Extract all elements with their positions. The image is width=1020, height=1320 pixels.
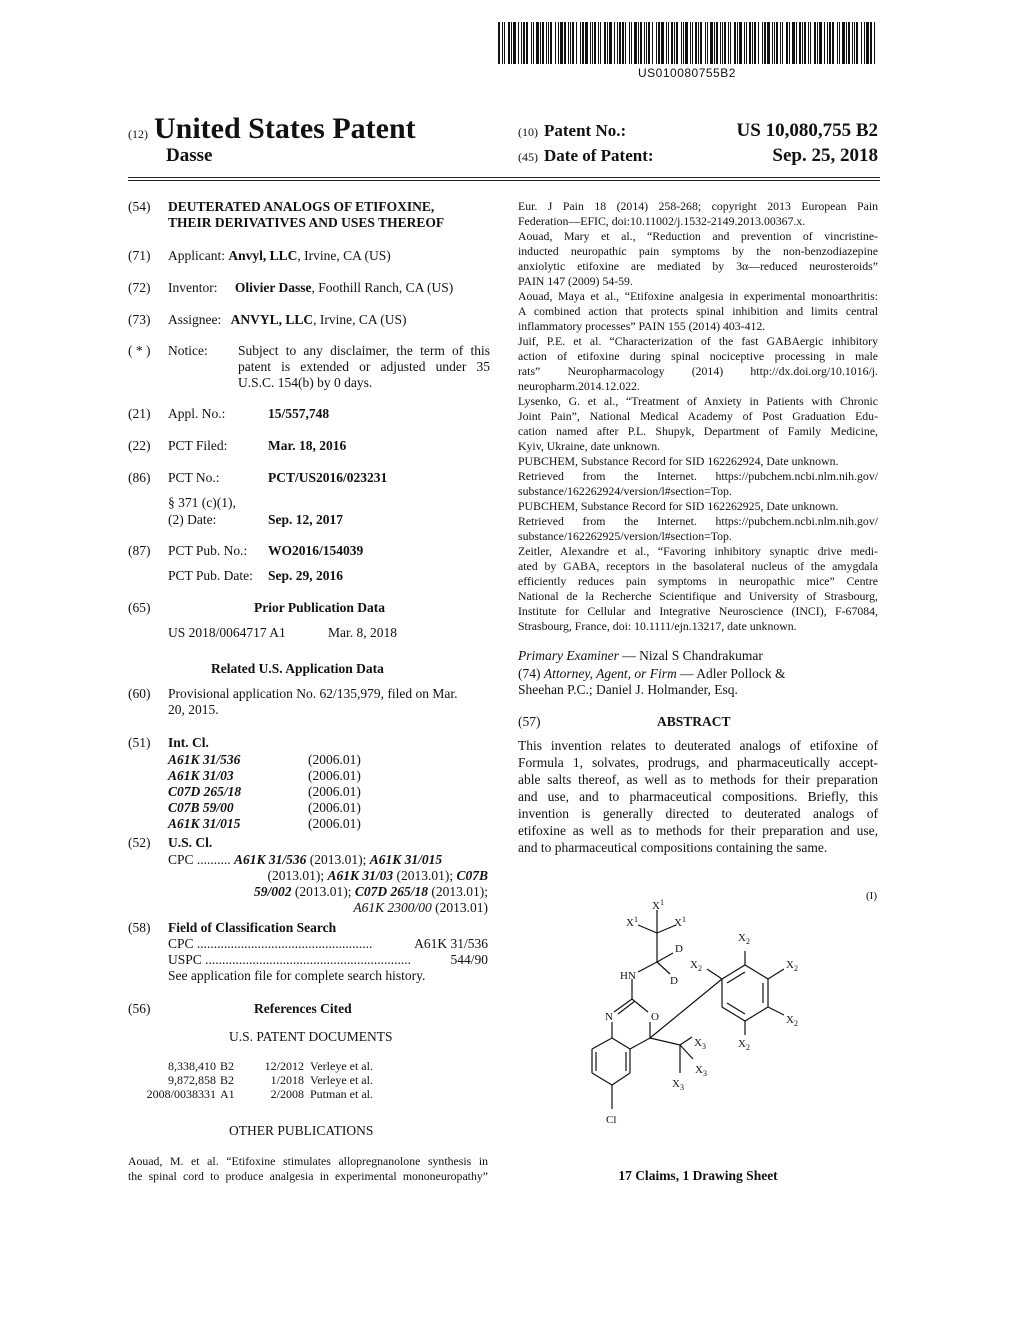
svg-text:X1: $X^1$ xyxy=(674,915,686,929)
patent-number: US 10,080,755 B2 xyxy=(736,120,878,141)
reference-line: Juif, P.E. et al. “Characterization of the fast GABAergic inhibitory xyxy=(518,334,878,348)
reference-line: ated by GABA, receptors in the basolateral nucleus of the amygdala xyxy=(518,559,878,573)
barcode-bar xyxy=(640,22,642,64)
other-pubs: Aouad, M. et al. “Etifoxine stimulates allopregnanolone synthesis in the spinal cord to produce analgesia in experimental mononeuropathy” xyxy=(128,1154,488,1183)
patent-number-row: (10) Patent No.: US 10,080,755 B2 xyxy=(518,120,878,141)
abstract-line: and to pharmaceutical compositions containing the same. xyxy=(518,840,828,855)
barcode-bar xyxy=(786,22,788,64)
barcode-bar xyxy=(861,22,862,64)
barcode-bar xyxy=(625,22,626,64)
barcode-bar xyxy=(817,22,818,64)
barcode-bar xyxy=(698,22,699,64)
svg-text:O: O xyxy=(651,1011,659,1023)
us-cl-label: U.S. Cl. xyxy=(168,835,213,850)
assignee: Assignee: ANVYL, LLC, Irvine, CA (US) xyxy=(168,312,407,327)
primary-examiner: Primary Examiner — Nizal S Chandrakumar xyxy=(518,648,763,663)
barcode-bar xyxy=(792,22,795,64)
barcode-bar xyxy=(832,22,834,64)
reference-line: PUBCHEM, Substance Record for SID 162262925, Date unknown. xyxy=(518,499,839,513)
field-heading: Field of Classification Search xyxy=(168,920,337,935)
reference-line: Retrieved from the Internet. https://pubchem.ncbi.nlm.nih.gov/ xyxy=(518,469,878,483)
barcode-bar xyxy=(590,22,591,64)
svg-text:X2: $X_2$ xyxy=(786,959,798,973)
barcode-bar xyxy=(810,22,811,64)
barcode-bar xyxy=(656,22,657,64)
barcode-bar xyxy=(513,22,516,64)
claims-summary: 17 Claims, 1 Drawing Sheet xyxy=(618,1168,778,1183)
related-heading: Related U.S. Application Data xyxy=(211,661,384,676)
barcode-bar xyxy=(774,22,775,64)
patent-date: Sep. 25, 2018 xyxy=(772,145,878,166)
barcode-bar xyxy=(671,22,673,64)
abstract-heading: ABSTRACT xyxy=(657,714,731,729)
barcode-bar xyxy=(700,22,702,64)
barcode-bar xyxy=(685,22,688,64)
barcode-bar xyxy=(550,22,552,64)
abstract-line: invention is generally directed to deuterated analogs of xyxy=(518,806,878,821)
barcode-bar xyxy=(629,22,630,64)
barcode-bar xyxy=(600,22,601,64)
barcode-bar xyxy=(619,22,621,64)
abstract-line: and use, and to pharmaceutical compositions. Briefly, this xyxy=(518,789,878,804)
barcode-bar xyxy=(767,22,770,64)
cpc-classification: CPC .......... A61K 31/536 (2013.01); A61K 31/015 (2013.01); A61K 31/03 (2013.01); C07B 59/002 (2013.01); C07D 265/18 (2013.01); A61K 2300/00 (2013.01) xyxy=(168,852,488,915)
barcode-bar xyxy=(739,22,742,64)
barcode-bar xyxy=(752,22,753,64)
patent-no-label: Patent No.: xyxy=(544,121,627,140)
structure-bonds xyxy=(592,910,784,1109)
barcode-bar xyxy=(796,22,797,64)
svg-text:Cl: Cl xyxy=(606,1114,617,1126)
barcode-bar xyxy=(874,22,875,64)
barcode-bar xyxy=(609,22,612,64)
reference-line: PAIN 147 (2009) 54-59. xyxy=(518,274,633,288)
barcode-bar xyxy=(542,22,544,64)
barcode xyxy=(498,22,878,64)
applicant: Applicant: Anvyl, LLC, Irvine, CA (US) xyxy=(168,248,391,263)
int-cl-row: A61K 31/03 (2006.01) xyxy=(168,768,361,783)
barcode-bar xyxy=(705,22,706,64)
reference-line: Eur. J Pain 18 (2014) 258-268; copyright 2013 European Pain xyxy=(518,199,878,213)
barcode-bar xyxy=(762,22,763,64)
int-cl-row: A61K 31/015 (2006.01) xyxy=(168,816,361,831)
barcode-bar xyxy=(631,22,632,64)
abstract-line: Formula 1, solvates, prodrugs, and pharmaceutically accept- xyxy=(518,755,878,770)
barcode-bar xyxy=(502,22,503,64)
barcode-number: US010080755B2 xyxy=(638,66,736,80)
barcode-bar xyxy=(594,22,596,64)
other-pubs-heading: OTHER PUBLICATIONS xyxy=(229,1123,374,1138)
barcode-bar xyxy=(744,22,745,64)
reference-line: neuropharm.2014.12.022. xyxy=(518,379,640,393)
barcode-bar xyxy=(789,22,790,64)
barcode-bar xyxy=(839,22,840,64)
barcode-bar xyxy=(676,22,678,64)
barcode-bar xyxy=(598,22,599,64)
barcode-bar xyxy=(674,22,675,64)
barcode-bar xyxy=(772,22,773,64)
int-cl-row: C07D 265/18 (2006.01) xyxy=(168,784,361,799)
svg-text:X3: $X_3$ xyxy=(695,1064,707,1078)
reference-line: Aouad, Maya et al., “Etifoxine analgesia in experimental monoarthritis: xyxy=(518,289,878,303)
barcode-bar xyxy=(780,22,781,64)
barcode-bar xyxy=(720,22,721,64)
references-list xyxy=(518,199,878,634)
abstract-line: etifoxine as well as to methods for their preparation and use, xyxy=(518,823,878,838)
abstract-text xyxy=(518,737,878,856)
barcode-bar xyxy=(690,22,691,64)
barcode-bar xyxy=(576,22,577,64)
doc-type-header xyxy=(128,112,416,146)
reference-line: inducted neuropathic pain symptoms by the non-benzodiazepine xyxy=(518,244,878,258)
barcode-bar xyxy=(614,22,615,64)
barcode-bar xyxy=(714,22,715,64)
inventor-surname: Dasse xyxy=(166,145,213,166)
barcode-bar xyxy=(504,22,505,64)
barcode-bar xyxy=(754,22,756,64)
barcode-bar xyxy=(870,22,872,64)
reference-line: efficiently reduces pain symptoms in neuropathic mice” Centre xyxy=(518,574,878,588)
barcode-bar xyxy=(814,22,816,64)
barcode-bar xyxy=(808,22,809,64)
barcode-bar xyxy=(580,22,581,64)
date-label: Date of Patent: xyxy=(544,146,654,165)
pct-number: PCT/US2016/023231 xyxy=(268,470,388,485)
svg-text:X2: $X_2$ xyxy=(690,959,702,973)
reference-line: Strasbourg, France, doi: 10.1111/ejn.13217, date unknown. xyxy=(518,619,797,633)
barcode-bar xyxy=(661,22,664,64)
barcode-bar xyxy=(856,22,858,64)
barcode-bar xyxy=(730,22,731,64)
svg-text:N: N xyxy=(605,1011,613,1023)
provisional-app: Provisional application No. 62/135,979, filed on Mar. 20, 2015. xyxy=(168,686,458,717)
svg-text:D: D xyxy=(670,975,678,987)
barcode-bar xyxy=(824,22,825,64)
barcode-bar xyxy=(592,22,593,64)
barcode-bar xyxy=(546,22,547,64)
barcode-bar xyxy=(716,22,718,64)
abstract-line: able salts thereof, as well as to methods for their preparation xyxy=(518,772,878,787)
barcode-bar xyxy=(749,22,751,64)
header-divider-2 xyxy=(128,180,880,181)
barcode-bar xyxy=(692,22,693,64)
reference-line: Kyiv, Ukraine, date unknown. xyxy=(518,439,661,453)
attorney: (74) Attorney, Agent, or Firm — Adler Pollock & Sheehan P.C.; Daniel J. Holmander, Esq. xyxy=(518,666,786,697)
prior-pub-heading: Prior Publication Data xyxy=(254,600,385,615)
barcode-bar xyxy=(827,22,828,64)
barcode-bar xyxy=(864,22,865,64)
barcode-bar xyxy=(570,22,571,64)
reference-line: Zeitler, Alexandre et al., “Favoring inhibitory synaptic drive medi- xyxy=(518,544,878,558)
barcode-bar xyxy=(819,22,822,64)
date-row: (45) Date of Patent: Sep. 25, 2018 xyxy=(518,145,878,166)
formula-label: (I) xyxy=(866,890,877,902)
barcode-bar xyxy=(533,22,534,64)
reference-line: A combined action that protects spinal inhibition and limits central xyxy=(518,304,878,318)
reference-line: action of etifoxine during spinal nociceptive processing in male xyxy=(518,349,878,363)
barcode-bar xyxy=(695,22,697,64)
prior-pub-date: Mar. 8, 2018 xyxy=(328,625,397,640)
reference-line: Joint Pain”, National Medical Academy of Post Graduation Edu- xyxy=(518,409,878,423)
us-docs-heading: U.S. PATENT DOCUMENTS xyxy=(229,1029,393,1044)
table-row: 9,872,858 B2 1/2018 Verleye et al. xyxy=(168,1073,373,1087)
refs-heading: References Cited xyxy=(254,1001,352,1016)
barcode-bar xyxy=(518,22,519,64)
barcode-bar xyxy=(523,22,525,64)
chemical-structure xyxy=(560,895,850,1135)
reference-line: Federation—EFIC, doi:10.11002/j.1532-2149.2013.00367.x. xyxy=(518,214,806,228)
barcode-bar xyxy=(572,22,574,64)
int-cl-row: A61K 31/536 (2006.01) xyxy=(168,752,361,767)
barcode-bar xyxy=(582,22,584,64)
svg-text:X3: $X_3$ xyxy=(694,1037,706,1051)
barcode-bar xyxy=(728,22,729,64)
barcode-bar xyxy=(555,22,556,64)
barcode-bar xyxy=(617,22,618,64)
barcode-bar xyxy=(724,22,726,64)
svg-text:X1: $X^1$ xyxy=(626,915,638,929)
pct-pub-number: WO2016/154039 xyxy=(268,543,364,558)
barcode-bar xyxy=(560,22,563,64)
us-docs-table xyxy=(128,1059,373,1101)
field-search: CPC .................................................... A61K 31/536 USPC ............................................................. 544/90 See application file for complete search history. xyxy=(168,936,488,983)
barcode-bar xyxy=(764,22,766,64)
barcode-bar xyxy=(782,22,783,64)
svg-text:D: D xyxy=(675,943,683,955)
barcode-bar xyxy=(837,22,838,64)
barcode-bar xyxy=(683,22,684,64)
barcode-bar xyxy=(722,22,723,64)
barcode-bar xyxy=(854,22,855,64)
barcode-bar xyxy=(622,22,624,64)
reference-line: Aouad, Mary et al., “Reduction and prevention of vincristine- xyxy=(518,229,878,243)
appl-number: 15/557,748 xyxy=(268,406,330,421)
svg-text:X2: $X_2$ xyxy=(738,932,750,946)
reference-line: cation named after P.L. Shupyk, Department of Family Medicine, xyxy=(518,424,878,438)
barcode-bar xyxy=(634,22,637,64)
int-cl-row: C07B 59/00 (2006.01) xyxy=(168,800,361,815)
barcode-bar xyxy=(737,22,738,64)
barcode-bar xyxy=(536,22,539,64)
barcode-bar xyxy=(758,22,759,64)
barcode-bar xyxy=(681,22,682,64)
svg-text:X3: $X_3$ xyxy=(672,1078,684,1092)
barcode-bar xyxy=(707,22,708,64)
svg-text:X1: $X^1$ xyxy=(652,898,664,912)
barcode-bar xyxy=(846,22,847,64)
svg-text:X2: $X_2$ xyxy=(738,1038,750,1052)
int-cl-list xyxy=(168,752,378,832)
barcode-bar xyxy=(648,22,650,64)
prior-pub-number: US 2018/0064717 A1 xyxy=(168,625,286,640)
header-divider xyxy=(128,177,880,178)
doc-type: United States Patent xyxy=(154,112,416,145)
pct-filed-date: Mar. 18, 2016 xyxy=(268,438,347,453)
notice-text: Subject to any disclaimer, the term of this patent is extended or adjusted under 35 U.S.C. 154(b) by 0 days. xyxy=(238,343,490,390)
barcode-bar xyxy=(548,22,549,64)
barcode-bar xyxy=(799,22,801,64)
barcode-bar xyxy=(668,22,669,64)
barcode-bar xyxy=(666,22,667,64)
barcode-bar xyxy=(531,22,532,64)
patent-title: DEUTERATED ANALOGS OF ETIFOXINE, THEIR DERIVATIVES AND USES THEREOF xyxy=(168,199,445,230)
barcode-bar xyxy=(804,22,806,64)
barcode-bar xyxy=(802,22,803,64)
barcode-bar xyxy=(508,22,510,64)
barcode-bar xyxy=(710,22,713,64)
barcode-bar xyxy=(521,22,522,64)
barcode-bar xyxy=(498,22,500,64)
barcode-bar xyxy=(646,22,647,64)
barcode-bar xyxy=(746,22,747,64)
barcode-bar xyxy=(734,22,736,64)
barcode-bar xyxy=(842,22,845,64)
pct-pub-date: Sep. 29, 2016 xyxy=(268,568,344,583)
barcode-bar xyxy=(848,22,850,64)
reference-line: National de la Recherche Scientifique and University of Strasbourg, xyxy=(518,589,878,603)
barcode-bar xyxy=(526,22,528,64)
reference-line: inflammatory processes” PAIN 155 (2014) 403-412. xyxy=(518,319,766,333)
barcode-bar xyxy=(568,22,569,64)
reference-line: anxiolytic etifoxine are mediated by 3α—reduced neurosteroids” xyxy=(518,259,878,273)
barcode-bar xyxy=(866,22,869,64)
reference-line: substance/162262924/version/l#section=Top. xyxy=(518,484,732,498)
barcode-bar xyxy=(604,22,606,64)
reference-line: Retrieved from the Internet. https://pubchem.ncbi.nlm.nih.gov/ xyxy=(518,514,878,528)
barcode-bar xyxy=(564,22,566,64)
reference-line: Lysenko, G. et al., “Treatment of Anxiety in Patients with Chronic xyxy=(518,394,878,408)
reference-line: rats” Neuropharmacology (2014) http://dx.doi.org/10.1016/j. xyxy=(518,364,878,378)
reference-line: PUBCHEM, Substance Record for SID 162262924, Date unknown. xyxy=(518,454,839,468)
code-12: (12) xyxy=(128,127,148,141)
barcode-bar xyxy=(658,22,660,64)
table-row: 2008/0038331 A1 2/2008 Putman et al. xyxy=(146,1087,373,1101)
barcode-bar xyxy=(540,22,541,64)
structure-labels xyxy=(605,898,798,1126)
reference-line: substance/162262925/version/l#section=Top. xyxy=(518,529,732,543)
barcode-bar xyxy=(511,22,512,64)
int-cl-label: Int. Cl. xyxy=(168,735,209,750)
abstract-line: This invention relates to deuterated analogs of etifoxine of xyxy=(518,738,878,753)
barcode-bar xyxy=(607,22,608,64)
table-row: 8,338,410 B2 12/2012 Verleye et al. xyxy=(168,1059,373,1073)
barcode-bar xyxy=(585,22,588,64)
s371-date: Sep. 12, 2017 xyxy=(268,512,344,527)
barcode-bar xyxy=(644,22,645,64)
svg-text:HN: HN xyxy=(620,970,636,982)
barcode-bar xyxy=(652,22,653,64)
inventor: Inventor: Olivier Dasse, Foothill Ranch, CA (US) xyxy=(168,280,454,295)
barcode-bar xyxy=(638,22,639,64)
barcode-bar xyxy=(829,22,831,64)
barcode-bar xyxy=(852,22,853,64)
svg-text:X2: $X_2$ xyxy=(786,1014,798,1028)
barcode-bar xyxy=(558,22,559,64)
reference-line: Institute for Cellular and Integrative Neuroscience (INCI), F-67084, xyxy=(518,604,878,618)
barcode-bar xyxy=(776,22,778,64)
